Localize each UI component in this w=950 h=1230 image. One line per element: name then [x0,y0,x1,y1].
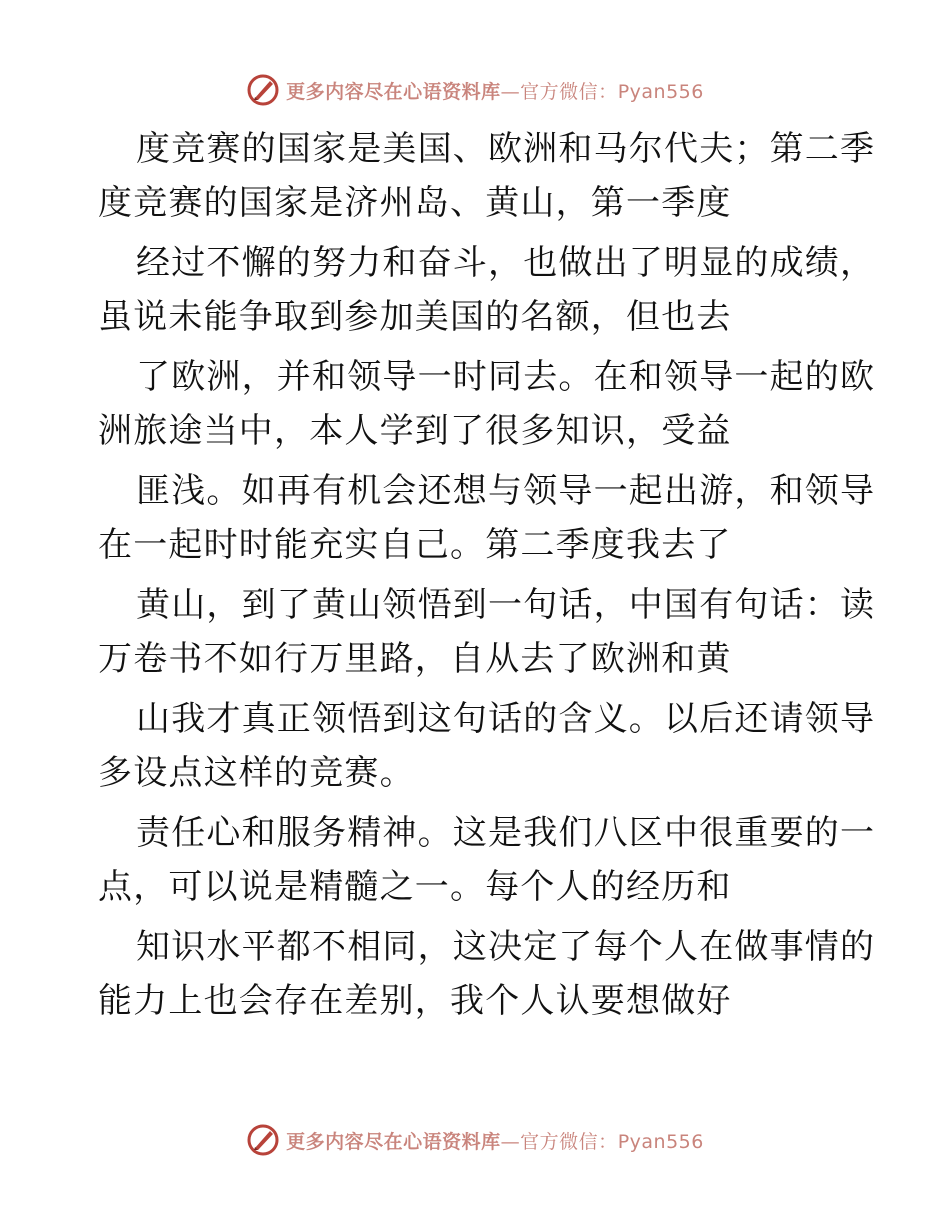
document-body [98,122,876,1034]
footer-watermark [0,1120,950,1160]
paragraph [98,464,876,572]
quill-logo-icon [246,73,280,107]
watermark-suffix: —官方微信： [500,80,618,103]
watermark-suffix: —官方微信： [500,1130,618,1153]
paragraph [98,236,876,344]
paragraph-line: 经过不懈的努力和奋斗，也做出了明显的成绩， [136,243,876,283]
paragraph-line: 在一起时时能充实自己。第二季度我去了 [98,525,732,565]
paragraph [98,806,876,914]
paragraph-line: 度竞赛的国家是济州岛、黄山，第一季度 [98,183,732,223]
watermark-text [286,77,704,104]
watermark-text [286,1127,704,1154]
paragraph-line: 虽说未能争取到参加美国的名额，但也去 [98,297,732,337]
paragraph-line: 点，可以说是精髓之一。每个人的经历和 [98,867,732,907]
watermark-main: 更多内容尽在心语资料库 [286,1130,501,1153]
paragraph-line: 多设点这样的竞赛。 [98,753,415,793]
paragraph-line: 了欧洲，并和领导一时同去。在和领导一起的欧 [136,357,876,397]
paragraph-line: 能力上也会存在差别，我个人认要想做好 [98,981,732,1021]
paragraph-line: 黄山，到了黄山领悟到一句话，中国有句话：读 [136,585,876,625]
paragraph-line: 度竞赛的国家是美国、欧洲和马尔代夫；第二季 [136,129,876,169]
paragraph-line: 知识水平都不相同，这决定了每个人在做事情的 [136,927,876,967]
watermark-id: Pyan556 [617,80,704,103]
paragraph-line: 匪浅。如再有机会还想与领导一起出游，和领导 [136,471,876,511]
paragraph [98,920,876,1028]
paragraph-line: 洲旅途当中，本人学到了很多知识，受益 [98,411,732,451]
paragraph [98,578,876,686]
paragraph [98,122,876,230]
paragraph [98,350,876,458]
watermark-id: Pyan556 [617,1130,704,1153]
quill-logo-icon [246,1123,280,1157]
header-watermark [0,70,950,110]
paragraph-line: 山我才真正领悟到这句话的含义。以后还请领导 [136,699,876,739]
watermark-main: 更多内容尽在心语资料库 [286,80,501,103]
paragraph [98,692,876,800]
paragraph-line: 责任心和服务精神。这是我们八区中很重要的一 [136,813,876,853]
paragraph-line: 万卷书不如行万里路，自从去了欧洲和黄 [98,639,732,679]
